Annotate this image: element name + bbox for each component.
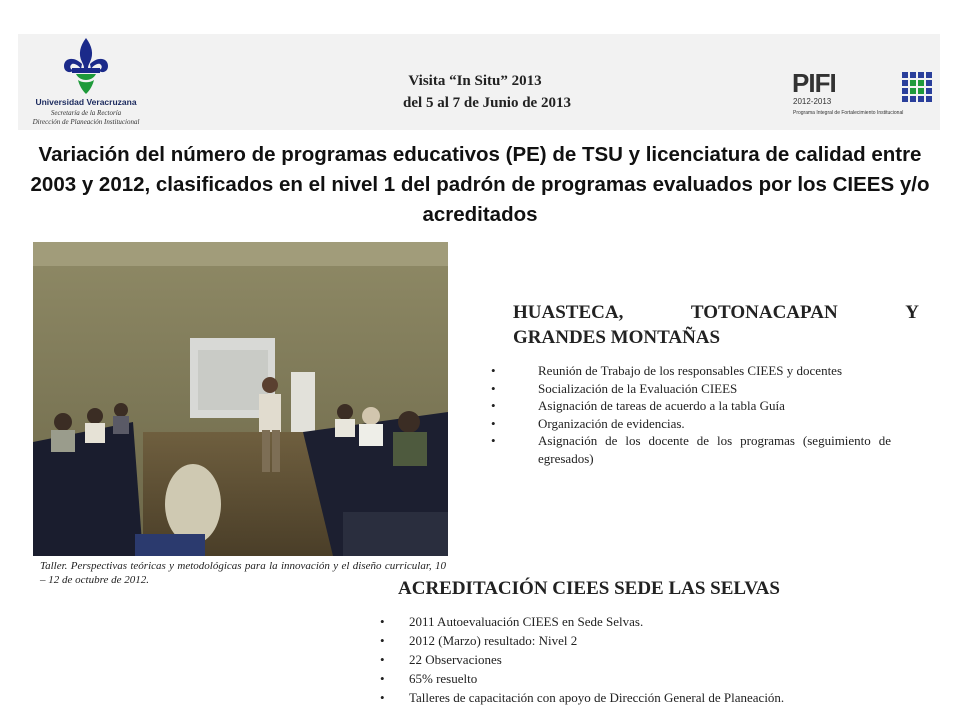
visit-line-2: del 5 al 7 de Junio de 2013: [403, 95, 571, 111]
visit-line-1: Visita “In Situ” 2013: [408, 73, 542, 89]
region-word-1: HUASTECA,: [513, 302, 624, 323]
list-item: • 2011 Autoevaluación CIEES en Sede Selvas.: [380, 612, 900, 631]
region-line-2: GRANDES MONTAÑAS: [513, 327, 721, 348]
university-name: Universidad Veracruzana: [35, 97, 137, 107]
pifi-word: PIFI: [792, 68, 836, 98]
pifi-years: 2012-2013: [793, 97, 832, 106]
region-word-3: Y: [905, 302, 919, 323]
visit-info: [310, 70, 640, 114]
pifi-logo: [792, 68, 938, 120]
region-activity-list: [491, 362, 891, 467]
list-item: • 22 Observaciones: [380, 650, 900, 669]
fleur-de-lis-icon: [62, 36, 110, 96]
pifi-grid-icon: [902, 72, 934, 104]
acreditacion-list: [380, 612, 900, 707]
university-line3: Dirección de Planeación Institucional: [32, 118, 140, 126]
list-item: • Reunión de Trabajo de los responsables CIEES y docentes: [491, 362, 891, 380]
region-word-2: TOTONACAPAN: [690, 302, 838, 323]
photo-caption: Taller. Perspectivas teóricas y metodológicas para la innovación y el diseño curricular, 10 – 12 de octubre de 2012.: [40, 560, 446, 586]
list-item: • 65% resuelto: [380, 669, 900, 688]
list-item: • Asignación de los docente de los programas (seguimiento de egresados): [491, 432, 891, 467]
list-item: • 2012 (Marzo) resultado: Nivel 2: [380, 631, 900, 650]
list-item: • Organización de evidencias.: [491, 415, 891, 433]
university-line2: Secretaría de la Rectoría: [50, 109, 122, 117]
list-item: • Talleres de capacitación con apoyo de Dirección General de Planeación.: [380, 688, 900, 707]
acreditacion-heading: ACREDITACIÓN CIEES SEDE LAS SELVAS: [398, 578, 780, 599]
university-logo: [20, 36, 152, 128]
list-item: • Socialización de la Evaluación CIEES: [491, 380, 891, 398]
page-title: Variación del número de programas educativos (PE) de TSU y licenciatura de calidad entre 2003 y 2012, clasificados en el nivel 1 del padrón de programas evaluados por los CIEES y/o acreditados: [30, 143, 930, 226]
workshop-photo: [33, 242, 448, 556]
workshop-photo-image: [33, 242, 448, 556]
region-heading: [513, 300, 919, 350]
pifi-full-name: Programa Integral de Fortalecimiento Institucional: [793, 110, 904, 116]
list-item: • Asignación de tareas de acuerdo a la tabla Guía: [491, 397, 891, 415]
